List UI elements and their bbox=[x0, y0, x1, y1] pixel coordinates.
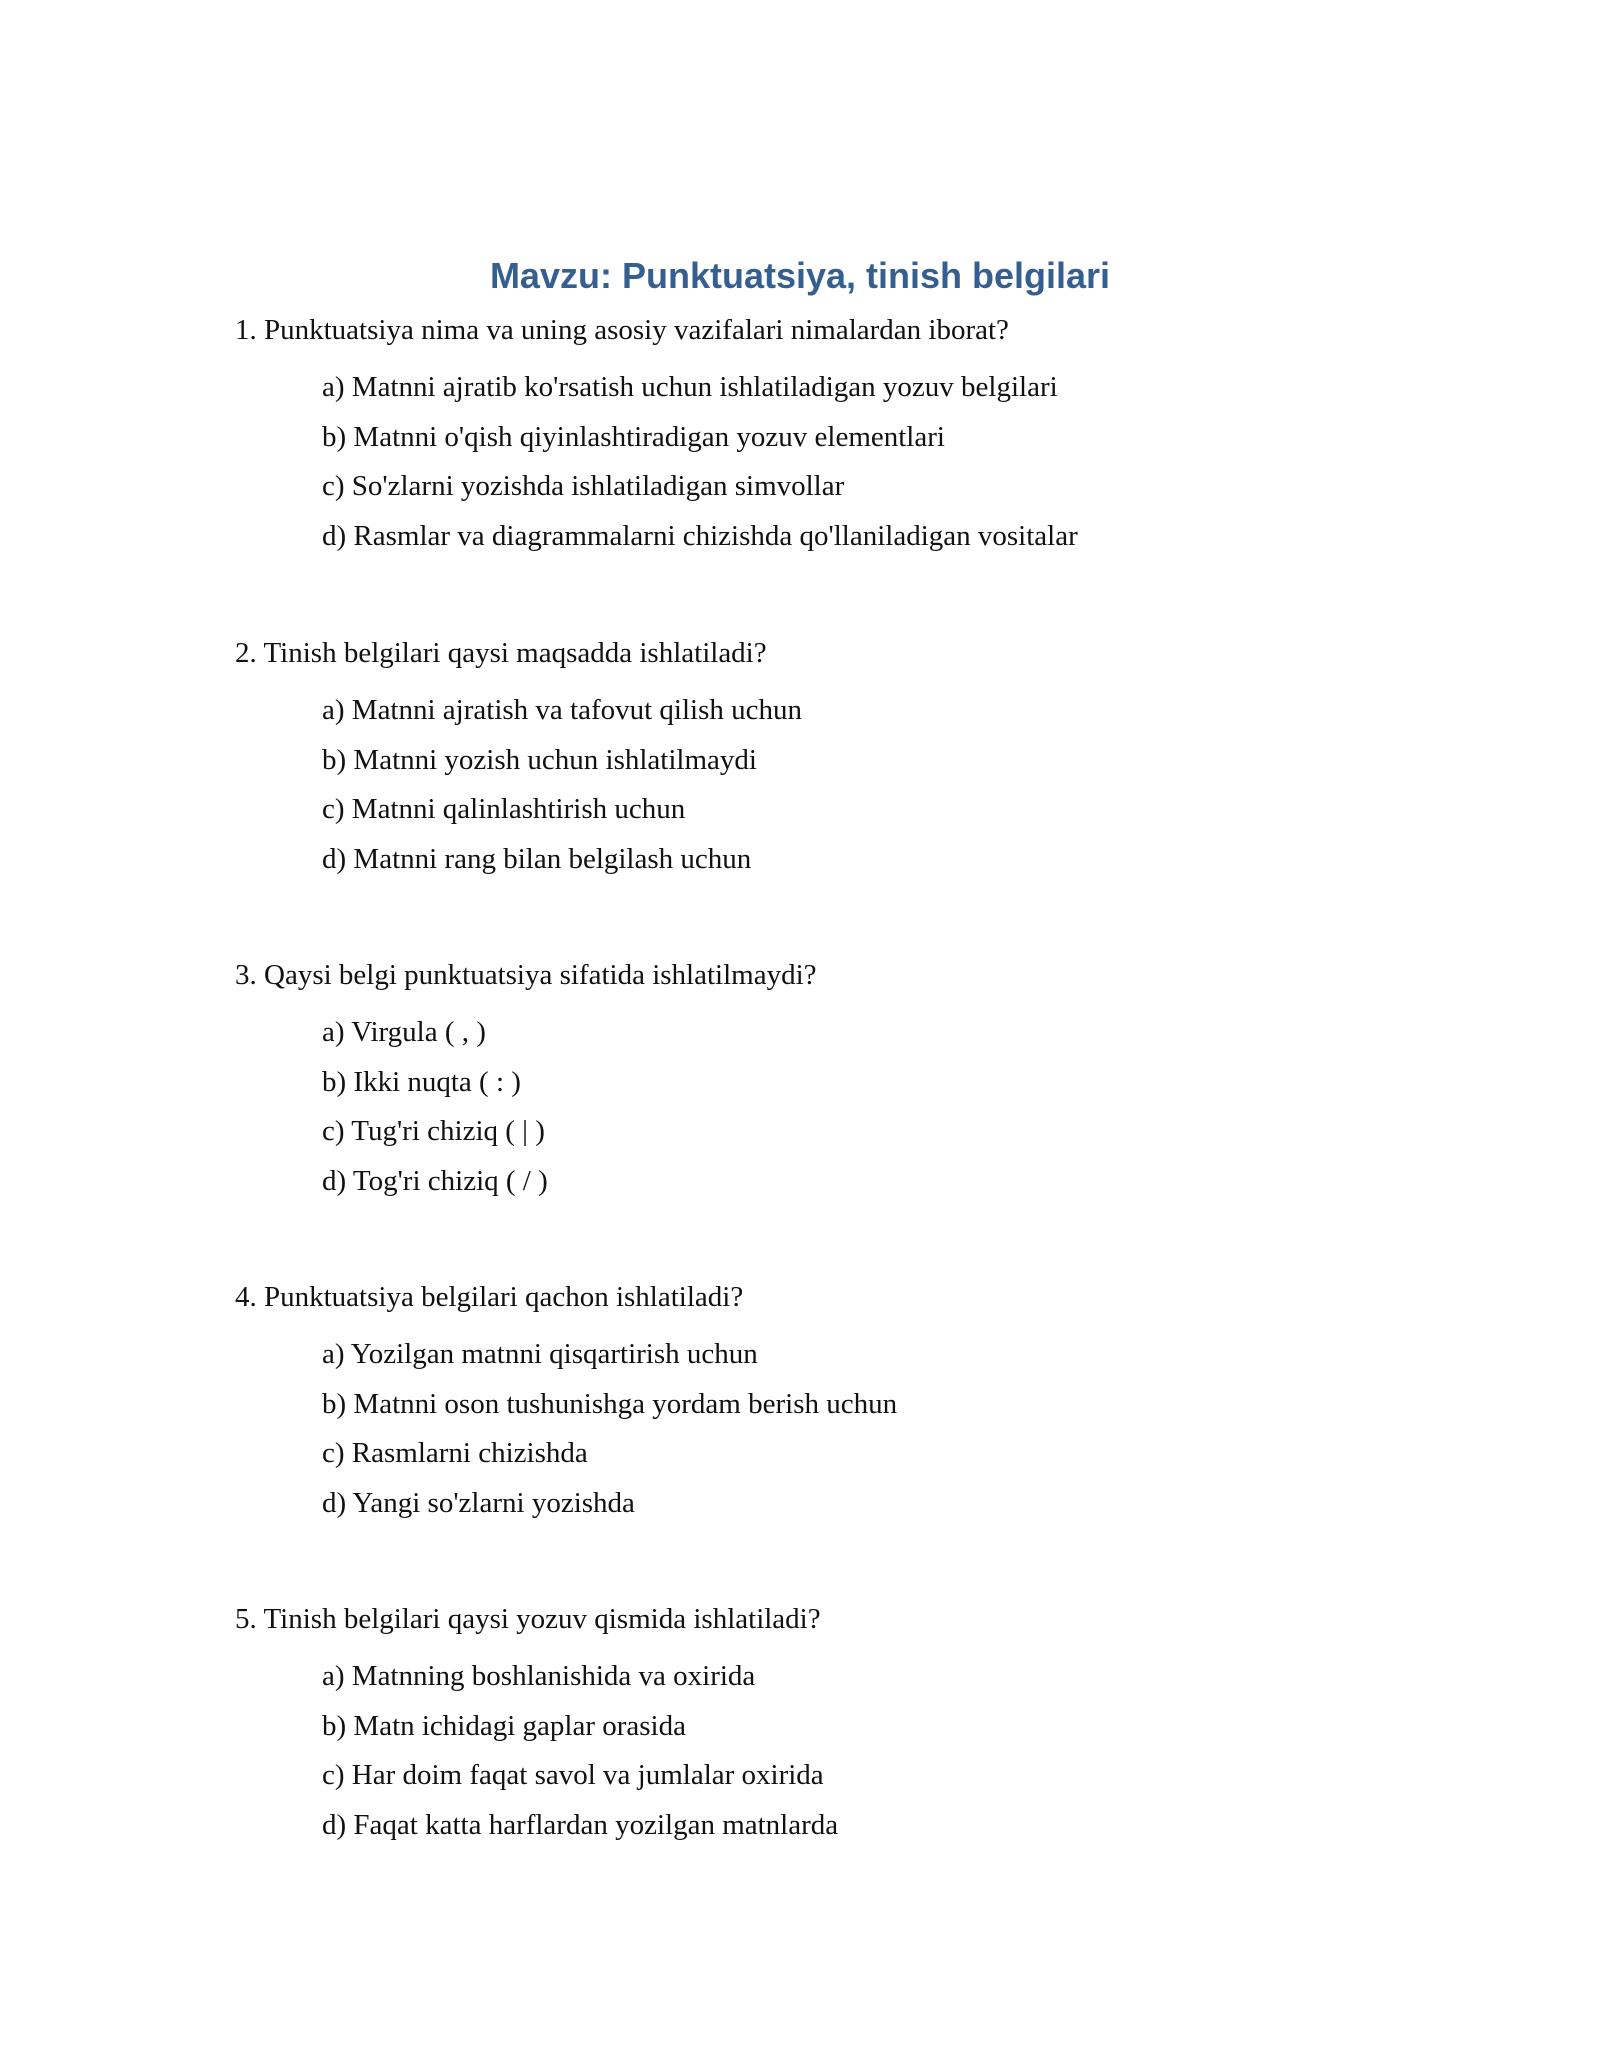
option-a: a) Yozilgan matnni qisqartirish uchun bbox=[322, 1338, 758, 1370]
option-b: b) Matnni oson tushunishga yordam berish uchun bbox=[322, 1387, 898, 1420]
option-b: b) Matnni yozish uchun ishlatilmaydi bbox=[322, 743, 757, 776]
option-list bbox=[235, 1012, 1435, 1210]
option-list bbox=[235, 1334, 1435, 1532]
option-c: c) Har doim faqat savol va jumlalar oxirida bbox=[322, 1759, 824, 1791]
option-list bbox=[235, 690, 1435, 888]
option-b: b) Ikki nuqta ( : ) bbox=[322, 1065, 521, 1098]
question-text: 2. Tinish belgilari qaysi maqsadda ishlatiladi? bbox=[235, 637, 767, 669]
option-d: d) Matnni rang bilan belgilash uchun bbox=[322, 842, 752, 875]
question-block-5 bbox=[235, 1599, 1435, 1854]
question-text: 5. Tinish belgilari qaysi yozuv qismida ishlatiladi? bbox=[235, 1603, 821, 1635]
option-d: d) Yangi so'zlarni yozishda bbox=[322, 1486, 635, 1519]
option-b: b) Matn ichidagi gaplar orasida bbox=[322, 1709, 686, 1742]
option-c: c) Rasmlarni chizishda bbox=[322, 1437, 588, 1469]
option-list bbox=[235, 367, 1435, 565]
question-text: 1. Punktuatsiya nima va uning asosiy vazifalari nimalardan iborat? bbox=[235, 314, 1009, 346]
option-a: a) Matnning boshlanishida va oxirida bbox=[322, 1660, 756, 1692]
option-c: c) Tug'ri chiziq ( | ) bbox=[322, 1115, 545, 1147]
option-a: a) Matnni ajratib ko'rsatish uchun ishlatiladigan yozuv belgilari bbox=[322, 371, 1058, 403]
option-c: c) Matnni qalinlashtirish uchun bbox=[322, 793, 686, 825]
question-text: 4. Punktuatsiya belgilari qachon ishlatiladi? bbox=[235, 1281, 744, 1313]
question-block-1 bbox=[235, 310, 1435, 565]
option-d: d) Rasmlar va diagrammalarni chizishda qo'llaniladigan vositalar bbox=[322, 519, 1078, 552]
option-b: b) Matnni o'qish qiyinlashtiradigan yozuv elementlari bbox=[322, 420, 945, 453]
option-a: a) Matnni ajratish va tafovut qilish uchun bbox=[322, 694, 803, 726]
option-d: d) Faqat katta harflardan yozilgan matnlarda bbox=[322, 1808, 839, 1841]
option-a: a) Virgula ( , ) bbox=[322, 1016, 486, 1048]
option-c: c) So'zlarni yozishda ishlatiladigan simvollar bbox=[322, 470, 845, 502]
option-list bbox=[235, 1656, 1435, 1854]
page-title: Mavzu: Punktuatsiya, tinish belgilari bbox=[489, 255, 1111, 296]
question-block-4 bbox=[235, 1277, 1435, 1532]
question-text: 3. Qaysi belgi punktuatsiya sifatida ishlatilmaydi? bbox=[235, 959, 817, 991]
question-block-2 bbox=[235, 633, 1435, 888]
question-block-3 bbox=[235, 955, 1435, 1210]
option-d: d) Tog'ri chiziq ( / ) bbox=[322, 1164, 548, 1197]
